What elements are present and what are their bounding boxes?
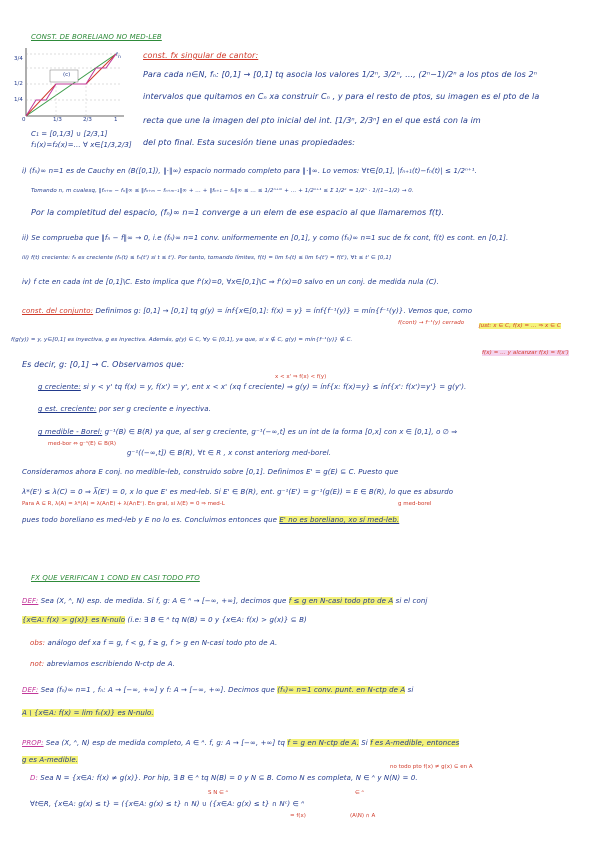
lambda-line: λ*(E') ≤ λ(C) = 0 ⇒ λ̅(E') = 0, x lo que E' es med-leb. Si E' ∈ B(R), ent. g⁻¹(E') = g⁻¹(g(E)) = E ∈ B(R), lo que es absurdo <box>22 488 454 496</box>
graph-y-label-1-4: 1/4 <box>14 97 23 103</box>
cantor-line-3: recta que une la imagen del pto inicial del int. [1/3ⁿ, 2/3ⁿ] en el que está con la im <box>143 116 481 125</box>
graph-diagonal-line <box>26 54 116 116</box>
def1-line-1: DEF: Sea (X, ᴬ, N) esp. de medida. Si f, g: A ∈ ᴬ → [−∞, +∞], decimos que f ≤ g en N-casi todo pto de A si el conj <box>22 597 428 605</box>
def1-highlight-2: {x∈A: f(x) > g(x)} es N-nulo <box>22 616 126 624</box>
def1-line-2: {x∈A: f(x) > g(x)} es N-nulo (i.e: ∃ B ∈ ᴬ tq N(B) = 0 y {x∈A: f(x) > g(x)} ⊆ B) <box>22 616 307 624</box>
graph-x-label-0: 0 <box>22 117 26 123</box>
prop-line-2 <box>22 756 78 764</box>
medible-borel-note: med-bor ⇔ g⁻¹(E) ∈ B(R) <box>48 441 116 447</box>
final-highlight: E' no es boreliano, xo sí med-leb. <box>279 516 400 524</box>
graph-x-label-2-3: 2/3 <box>83 117 92 123</box>
graph-y-label-3-4: 3/4 <box>14 56 23 62</box>
property-iii-line: iii) f(t) creciente: fₙ es creciente (fₙ(t) ≤ fₙ(t') si t ≤ t'). Por tanto, tomando límites, f(t) = lim fₙ(t) ≤ lim fₙ(t') = f(t'), ∀t ≤ t' ∈ [0,1] <box>22 255 392 261</box>
graph-box-label: (c) <box>63 72 71 78</box>
conjunto-line-1: const. del conjunto: Definimos g: [0,1] → [0,1] tq g(y) = ínf{x∈[0,1]: f(x) = y} = ínf{f⁻¹(y)} = mín{f⁻¹(y)}. Vemos que, como <box>22 307 473 315</box>
graph-curve-label: $f_n$ <box>116 52 121 61</box>
conjunto-note-1: f(cont) → f⁻¹(y) cerrado <box>398 320 465 326</box>
prop-highlight-2: f es A-medible, entonces <box>370 739 460 747</box>
dem-over-2: ∈ ᴬ <box>355 790 364 796</box>
lambda-note: Para A ⊆ R, λ(A) = λ*(A) = λ(A∩E) + λ(A∩Eᶜ). En gral, si λ(E) = 0 ⇒ med-L <box>22 501 225 507</box>
def2-highlight: (fₙ)∞ n=1 conv. punt. en N-ctp de A <box>277 686 406 694</box>
graph-x-label-1: 1 <box>114 117 118 123</box>
medible-borel-line: g medible - Borel: g⁻¹(B) ∈ B(R) ya que, al ser g creciente, g⁻¹(−∞,t] es un int de la forma [0,x] con x ∈ [0,1], o ∅ ⇒ <box>38 428 458 436</box>
es-decir-line: Es decir, g: [0,1] → C. Observamos que: <box>22 360 185 369</box>
obs-line: obs: análogo def xa f = g, f < g, f ≥ g, f > g en N-casi todo pto de A. <box>30 639 278 647</box>
section-header-casi-todo-pto: FX QUE VERIFICAN 1 COND EN CASI TODO PTO <box>31 574 200 582</box>
dem-under-1: = f(x) <box>290 813 306 819</box>
def1-highlight: f ≤ g en N-casi todo pto de A <box>288 597 394 605</box>
dem-over-1: S N ∈ ᴬ <box>208 790 229 796</box>
conjunto-line-2: f(g(y)) = y, y∈[0,1] es inyectiva, g es inyectiva. Además, g(y) ∈ C, ∀y ∈ [0,1], ya que, si x ∉ C, g(y) = mín{f⁻¹(y)} ∉ C. <box>11 337 353 343</box>
creciente-note: x < x' ⇒ f(x) < f(y) <box>275 374 327 380</box>
not-line: not: abreviamos escribiendo N-ctp de A. <box>30 660 176 668</box>
final-line: pues todo boreliano es med-leb y E no lo es. Concluimos entonces que E' no es boreliano, xo sí med-leb. <box>22 516 400 524</box>
dem-under-2: (A\N) ∩ A <box>350 813 376 819</box>
graph-caption-1: C₁ = [0,1/3] ∪ [2/3,1] <box>31 130 108 138</box>
graph-x-label-1-3: 1/3 <box>53 117 62 123</box>
cantor-line-1: Para cada n∈N, fₙ: [0,1] → [0,1] tq asocia los valores 1/2ⁿ, 3/2ⁿ, ..., (2ⁿ−1)/2ⁿ a los ptos de los 2ⁿ <box>143 70 537 79</box>
cantor-line-4: del pto final. Esta sucesión tiene unas propiedades: <box>143 138 356 147</box>
cantor-steps-graph <box>10 44 128 126</box>
def2-line-2 <box>22 709 154 717</box>
def2-highlight-2: A \ {x∈A: f(x) = lim fₙ(x)} es N-nulo. <box>22 709 154 717</box>
property-i-line-1: i) (fₙ)∞ n=1 es de Cauchy en (B([0,1]), ‖·‖∞) espacio normado completo para ‖·‖∞. Lo vemos: ∀t∈[0,1], |fₙ₊₁(t)−fₙ(t)| ≤ 1/2ⁿ⁺¹. <box>22 167 477 175</box>
def2-line-1: DEF: Sea (fₙ)∞ n=1 , fₙ: A → [−∞, +∞] y f: A → [−∞, +∞]. Decimos que (fₙ)∞ n=1 conv. punt. en N-ctp de A si <box>22 686 414 694</box>
graph-y-label-1-2: 1/2 <box>14 81 23 87</box>
property-iv-line: iv) f cte en cada int de [0,1]\C. Esto implica que f'(x)=0, ∀x∈[0,1]\C ⇒ f'(x)=0 salvo en un conj. de medida nula (C). <box>22 278 439 286</box>
graph-caption-2: f₁(x)=f₂(x)=... ∀ x∈[1/3,2/3] <box>31 141 132 149</box>
prop-highlight-3: g es A-medible. <box>22 756 79 764</box>
lambda-note-2: g med-borel <box>398 501 432 507</box>
conjunto-note-3: f(x) = ... y alcanzar f(x) = f(x’) <box>482 350 569 356</box>
property-ii-line: ii) Se comprueba que ‖fₙ − f‖∞ → 0, i.e (fₙ)∞ n=1 conv. uniformemente en [0,1], y como (fₙ)∞ n=1 suc de fx cont, f(t) es cont. en [0,1]. <box>22 234 509 242</box>
section-header-boreliano: CONST. DE BORELIANO NO MED-LEB <box>31 33 162 41</box>
creciente-line: g creciente: si y < y' tq f(x) = y, f(x') = y', ent x < x' (xq f creciente) ⇒ g(y) = ínf{x: f(x)=y} ≤ ínf{x': f(x')=y'} = g(y'). <box>38 383 467 391</box>
consideramos-line: Consideramos ahora E conj. no medible-leb, construido sobre [0,1]. Definimos E' = g(E) ⊆ C. Puesto que <box>22 468 399 476</box>
dem-line-2: ∀t∈R, {x∈A: g(x) ≤ t} = ({x∈A: g(x) ≤ t} ∩ N) ∪ ({x∈A: g(x) ≤ t} ∩ Nᶜ) ∈ ᴬ <box>30 800 305 808</box>
prop-highlight-1: f = g en N-ctp de A. <box>287 739 359 747</box>
medible-borel-line-2: g⁻¹((−∞,t]) ∈ B(R), ∀t ∈ R , x const anteriorg med-borel. <box>127 449 332 457</box>
cantor-line-2: intervalos que quitamos en Cₙ xa construir Cₙ , y para el resto de ptos, su imagen es el pto de la <box>143 92 540 101</box>
dem-line-1: D: Sea N = {x∈A: f(x) ≠ g(x)}. Por hip, ∃ B ∈ ᴬ tq N(B) = 0 y N ⊆ B. Como N es completa, N ∈ ᴬ y N(N) = 0. <box>30 774 418 782</box>
cantor-title: const. fx singular de cantor: <box>143 51 259 60</box>
dem-note: no todo pto f(x) ≠ g(x) ⊆ en A <box>390 764 473 770</box>
prop-line-1: PROP: Sea (X, ᴬ, N) esp de medida completo, A ∈ ᴬ. f, g: A → [−∞, +∞] tq f = g en N-ctp de A. Si f es A-medible, entonces <box>22 739 460 747</box>
conjunto-note-2: just: x ∈ C, f(x) = ... ⇒ x ∈ C <box>479 323 561 329</box>
property-i-line-2: Tomando n, m cualesq, ‖fₙ₊ₘ − fₙ‖∞ ≤ ‖fₙ₊ₘ − fₙ₊ₘ₋₁‖∞ + ... + ‖fₙ₊₁ − fₙ‖∞ ≤ ... ≤ 1/2ⁿ⁺ᵐ + ... + 1/2ⁿ⁺¹ ≤ Σ 1/2ᵏ = 1/2ⁿ · 1/(1−1/2) → 0. <box>31 188 414 194</box>
estr-creciente-line: g est. creciente: por ser g creciente e inyectiva. <box>38 405 211 413</box>
property-i-line-3: Por la completitud del espacio, (fₙ)∞ n=1 converge a un elem de ese espacio al que llamaremos f(t). <box>31 208 445 217</box>
